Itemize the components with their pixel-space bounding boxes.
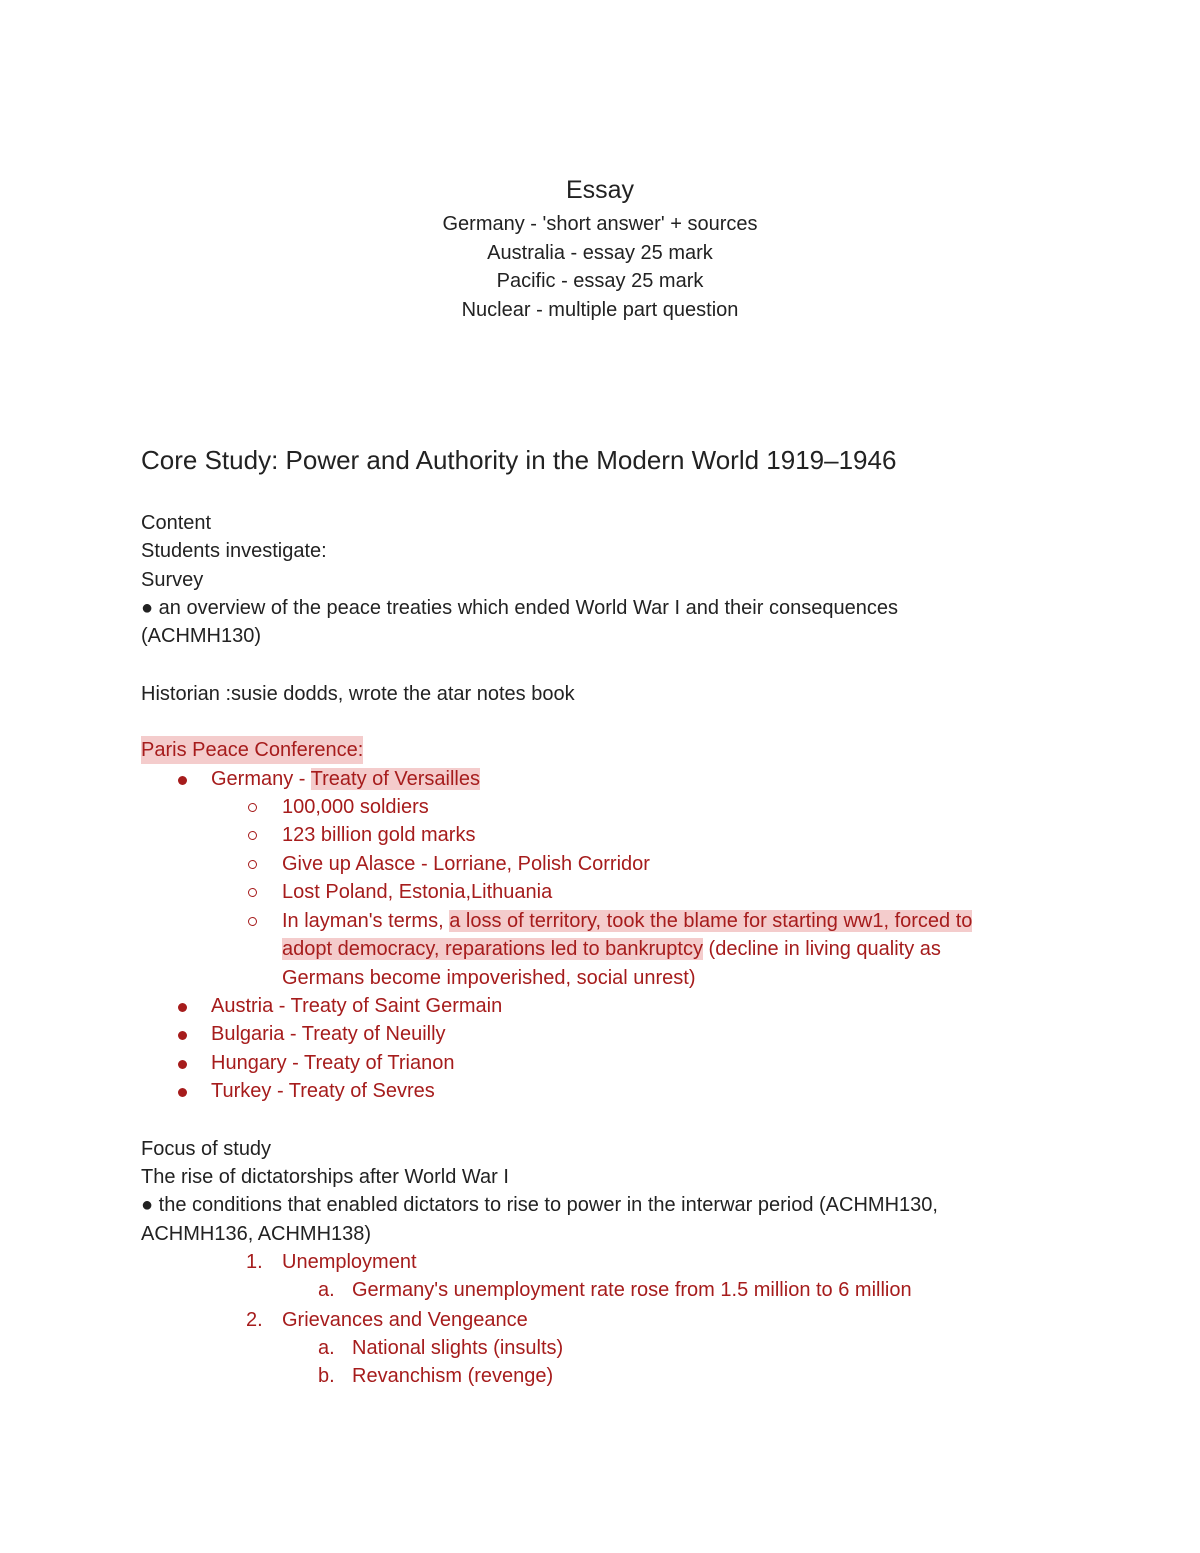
list-number: 2. bbox=[246, 1309, 263, 1331]
header-line-nuclear: Nuclear - multiple part question bbox=[461, 299, 739, 321]
versailles-treaty: Treaty of Versailles bbox=[310, 768, 480, 790]
rise-of-dictatorships: The rise of dictatorships after World War I bbox=[141, 1166, 509, 1188]
ring-bullet-icon bbox=[248, 888, 257, 897]
overview-line-1: ● an overview of the peace treaties which ended World War I and their consequences bbox=[141, 597, 898, 619]
ring-bullet-icon bbox=[248, 831, 257, 840]
sub-item-national-slights: National slights (insults) bbox=[352, 1337, 564, 1359]
content-label: Content bbox=[141, 512, 212, 534]
treaty-hungary: Hungary - Treaty of Trianon bbox=[211, 1052, 455, 1074]
bullet-icon bbox=[178, 1031, 187, 1040]
list-number: 1. bbox=[246, 1251, 263, 1273]
bullet-icon bbox=[178, 776, 187, 785]
header-line-germany: Germany - 'short answer' + sources bbox=[442, 213, 758, 235]
germany-point-soldiers: 100,000 soldiers bbox=[282, 796, 429, 818]
focus-heading: Focus of study bbox=[141, 1138, 272, 1160]
bullet-icon bbox=[178, 1060, 187, 1069]
ring-bullet-icon bbox=[248, 860, 257, 869]
germany-point-gold: 123 billion gold marks bbox=[282, 824, 476, 846]
sub-list-letter: a. bbox=[318, 1337, 335, 1359]
historian-line: Historian :susie dodds, wrote the atar notes book bbox=[141, 683, 575, 705]
layman-line-1 bbox=[282, 907, 972, 935]
sub-item-unemployment-rate: Germany's unemployment rate rose from 1.5 million to 6 million bbox=[352, 1279, 912, 1301]
ring-bullet-icon bbox=[248, 803, 257, 812]
layman-highlight-1: a loss of territory, took the blame for starting ww1, forced to bbox=[449, 910, 973, 932]
layman-highlight-2: adopt democracy, reparations led to bankruptcy bbox=[282, 938, 703, 960]
sub-list-letter: b. bbox=[318, 1365, 335, 1387]
treaty-bulgaria: Bulgaria - Treaty of Neuilly bbox=[211, 1023, 446, 1045]
header-line-pacific: Pacific - essay 25 mark bbox=[496, 270, 704, 292]
germany-prefix: Germany - bbox=[211, 768, 311, 790]
bullet-icon bbox=[178, 1003, 187, 1012]
list-item-unemployment: Unemployment bbox=[282, 1251, 417, 1273]
conditions-line-1: ● the conditions that enabled dictators to rise to power in the interwar period (ACHMH130, bbox=[141, 1194, 938, 1216]
students-investigate: Students investigate: bbox=[141, 540, 327, 562]
header-line-australia: Australia - essay 25 mark bbox=[487, 242, 713, 264]
ring-bullet-icon bbox=[248, 917, 257, 926]
germany-point-alsace: Give up Alasce - Lorriane, Polish Corridor bbox=[282, 853, 650, 875]
treaty-turkey: Turkey - Treaty of Sevres bbox=[211, 1080, 435, 1102]
survey-label: Survey bbox=[141, 569, 204, 591]
sub-list-letter: a. bbox=[318, 1279, 335, 1301]
germany-item bbox=[211, 765, 480, 793]
layman-prefix: In layman's terms, bbox=[282, 910, 450, 932]
layman-line-2 bbox=[282, 935, 941, 963]
germany-point-poland: Lost Poland, Estonia,Lithuania bbox=[282, 881, 553, 903]
paris-heading: Paris Peace Conference: bbox=[141, 736, 363, 764]
essay-title: Essay bbox=[565, 176, 635, 204]
treaty-austria: Austria - Treaty of Saint Germain bbox=[211, 995, 503, 1017]
sub-item-revanchism: Revanchism (revenge) bbox=[352, 1365, 554, 1387]
list-item-grievances: Grievances and Vengeance bbox=[282, 1309, 528, 1331]
layman-rest-2: (decline in living quality as bbox=[702, 938, 941, 960]
overview-line-2: (ACHMH130) bbox=[141, 625, 262, 647]
core-study-heading: Core Study: Power and Authority in the Modern World 1919–1946 bbox=[141, 445, 897, 475]
bullet-icon bbox=[178, 1088, 187, 1097]
layman-line-3: Germans become impoverished, social unrest) bbox=[282, 967, 696, 989]
conditions-line-2: ACHMH136, ACHMH138) bbox=[141, 1223, 372, 1245]
